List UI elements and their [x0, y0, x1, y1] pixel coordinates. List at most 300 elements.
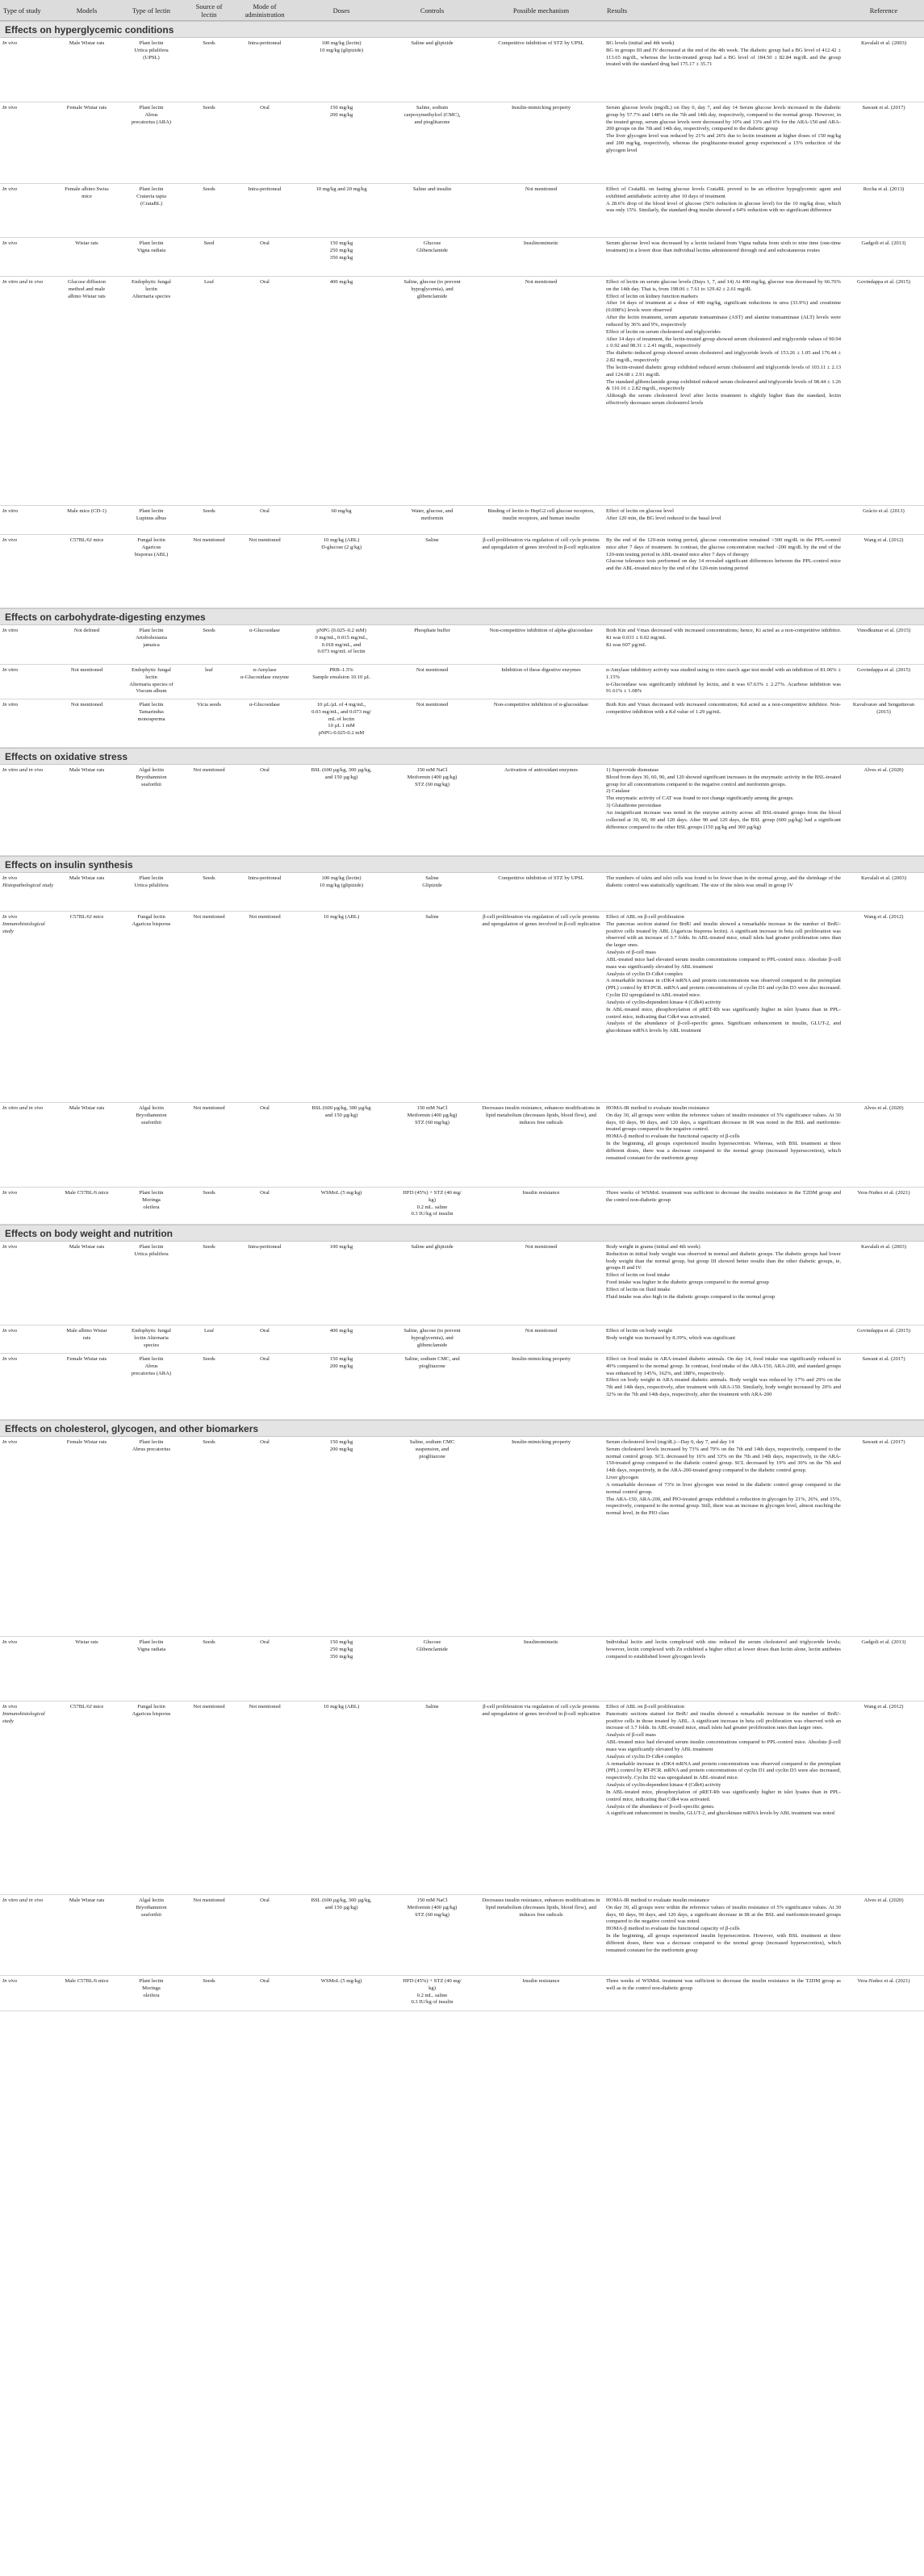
results-cell: [604, 277, 843, 505]
controls-cell: 150 mM NaCl Metformin (400 µg/kg) STZ (60 mg/kg): [407, 767, 458, 787]
study-type-cell: In vivo: [2, 1978, 18, 1984]
controls-cell: Water, glucose, and metformin: [411, 508, 454, 521]
result-paragraph: Effect of lectin on serum cholesterol and triglycerides: [606, 328, 721, 335]
models-cell: Female Wistar rats: [66, 1439, 107, 1445]
models-cell: C57BL/6J mice: [69, 914, 104, 920]
models-cell: C57BL/6J mice: [69, 1704, 104, 1710]
lectin-type-cell: Plant lectin Abrus precatorius (ARA): [131, 105, 172, 125]
lectin-source-cell: Seeds: [203, 186, 215, 192]
models-cell: Male albino Wistar rats: [66, 1328, 107, 1341]
result-paragraph: Effect of CrataBL on fasting glucose levels CrataBL proved to be an effective hypoglycemic agent and exhibited antidiabetic activity after 10 days of treatment: [606, 186, 841, 199]
result-paragraph: Analysis of cyclin D-Cdk4 complex: [606, 1753, 684, 1760]
models-cell: Wistar rats: [75, 1639, 98, 1645]
doses-cell: 150 mg/kg 200 mg/kg: [329, 105, 353, 118]
lectin-source-cell: Not mentioned: [193, 767, 225, 773]
results-cell: [604, 184, 843, 237]
section-heading: Effects on cholesterol, glycogen, and other biomarkers: [0, 1420, 924, 1437]
reference-cell: Govindappa et al. (2015): [857, 279, 910, 285]
result-paragraph: In ABL-treated mice, phosphorylation of pRET-Rb was significantly higher in islet lysates than in PPL-control mice, indicating that Cdk4 was activated.: [606, 1006, 841, 1020]
study-type-cell: In vivo: [2, 40, 18, 46]
lectin-type-cell: Fungal lectin Agaricus bisporus (ABL): [134, 537, 169, 557]
results-cell: [604, 1326, 843, 1353]
controls-cell: HFD (45%) + STZ (40 mg/ kg) 0.2 mL. saline 0.3 IU/kg of insulin: [403, 1978, 462, 2006]
table-row: [0, 1103, 924, 1188]
mechanism-cell: Insulinomimetic: [523, 240, 559, 246]
lectin-type-cell: Fungal lectin Agaricus bisporus: [132, 914, 171, 927]
result-paragraph: α-Amylase inhibitory activity was studied using in vitro starch agar test model with an inhibition of 81.06% ± 1.15%: [606, 667, 841, 680]
lectin-source-cell: Seeds: [203, 40, 215, 46]
result-paragraph: 2) Catalase: [606, 788, 630, 795]
result-paragraph: Body weight in grams (initial and 4th week): [606, 1244, 700, 1250]
study-type-cell: In vivo: [2, 1439, 18, 1445]
controls-cell: Saline: [425, 914, 439, 920]
result-paragraph: Both Km and Vmax decreased with increased concentrations; hence, Ki acted as a non-competitive inhibitor. Ki was 0.031 ± 0.02 mg/mL: [606, 628, 841, 641]
study-type-cell: In vitro: [2, 508, 19, 514]
mechanism-cell: β-cell proliferation via regulation of cell cycle proteins and upregulation of genes involved in β-cell replication: [482, 914, 600, 927]
result-paragraph: The liver glycogen level was reduced by 21% and 26% due to lectin treatment at higher doses of 150 mg/kg and 200 mg/kg, respectively, whereas the pioglitazone-treated group experienced a 15% reduction of the glycogen level: [606, 133, 841, 153]
table-row: [0, 1242, 924, 1326]
mechanism-cell: Competitive inhibition of STZ by UPSL: [498, 875, 584, 881]
result-paragraph: Effect of lectin on body weight: [606, 1328, 673, 1334]
administration-cell: Oral: [260, 1328, 270, 1334]
doses-cell: 10 mg/kg (ABL): [323, 914, 360, 920]
section-heading: Effects on carbohydrate-digesting enzymes: [0, 608, 924, 625]
reference-cell: Sawant et al. (2017): [862, 1439, 905, 1445]
study-type-cell: In vitro: [2, 628, 19, 633]
models-cell: Male C57BL/6 mice: [65, 1190, 109, 1196]
doses-cell: 10 µL/µL of 4 mg/mL, 0.03 mg/mL, and 0.073 mg/ mL of lectin 10 µL 1 mM pNPG-0.025-0.2 mM: [311, 702, 371, 737]
result-paragraph: On day 30, all groups were within the reference values of insulin resistance of 5% significance values. At 30 days, 60 days, 90 days, and 120 days, a significant decrease in IR at the BSL and metformin-treated groups compared to the negative control was noted.: [606, 1904, 841, 1925]
lectin-source-cell: Seeds: [203, 875, 215, 881]
study-type-cell: In vitro and in vivo: [2, 1898, 44, 1903]
section-heading: Effects on oxidative stress: [0, 748, 924, 765]
result-paragraph: Fluid intake was also high in the diabetic groups compared to the normal group: [606, 1293, 776, 1300]
lectin-type-cell: Plant lectin Abrus precatorius (ARA): [131, 1356, 172, 1376]
result-paragraph: Analysis of the abundance of β-cell-specific genes.: [606, 1803, 715, 1810]
controls-cell: Saline, sodium CMC, and pioglitazone: [404, 1356, 460, 1369]
table-row: [0, 184, 924, 238]
table-row: [0, 277, 924, 506]
result-paragraph: Three weeks of WSMoL treatment was sufficient to decrease the insulin resistance in the T2DM group as well as in the control non-diabetic group: [606, 1978, 841, 1991]
study-type-cell: In vivo: [2, 105, 18, 111]
reference-cell: Alves et al. (2020): [863, 1105, 904, 1111]
reference-cell: Kavalali et al. (2003): [860, 1244, 907, 1250]
study-type-cell: In vivo: [2, 1244, 18, 1250]
lectin-source-cell: Seeds: [203, 105, 215, 111]
reference-cell: Grácio et al. (2013): [863, 508, 905, 514]
result-paragraph: In the beginning, all groups experienced insulin hypersecretion. Whereas, with BSL treatment at three different doses, there was a decrease compared to the normal group (increased hypersecretion), which remained constant for the metformin group: [606, 1141, 841, 1161]
models-cell: Not mentioned: [70, 667, 103, 673]
study-type-cell: In vivo Histopathological study: [2, 875, 54, 888]
result-paragraph: Liver glycogen: [606, 1475, 639, 1481]
lectin-type-cell: Endophytic fungal lectin Alternaria species of Viscum album: [129, 667, 174, 695]
lectin-type-cell: Plant lectin Moringa oleifera: [139, 1978, 164, 1998]
column-header: Doses: [332, 6, 350, 15]
table-row: [0, 238, 924, 277]
controls-cell: Saline and insulin: [412, 186, 452, 192]
reference-cell: Sawant et al. (2017): [862, 1356, 905, 1362]
results-cell: [604, 1103, 843, 1187]
result-paragraph: A significant enhancement in insulin, GLUT-2, and glucokinase mRNA levels by ABL treatment was noted: [606, 1810, 834, 1817]
table-row: [0, 765, 924, 856]
column-header: Controls: [420, 6, 445, 15]
lectin-type-cell: Endophytic fungal lectin Alternaria species: [132, 1328, 171, 1348]
doses-cell: 150 mg/kg 250 mg/kg 350 mg/kg: [329, 240, 353, 261]
result-paragraph: The standard glibenclamide group exhibited reduced serum cholesterol and triglyceride levels of 98.44 ± 1.26 & 110.16 ± 2.82 mg/dL, respectively: [606, 378, 841, 392]
lectin-type-cell: Plant lectin Urtica pilulifera: [134, 1244, 169, 1257]
models-cell: C57BL/6J mice: [69, 537, 104, 543]
lectin-source-cell: leaf: [205, 667, 213, 673]
result-paragraph: Ki was 607 µg/mL: [606, 641, 646, 648]
lectin-type-cell: Algal lectin Bryothamnion seaforthii: [136, 1105, 167, 1125]
result-paragraph: Blood from days 30, 60, 90, and 120 showed significant increases in the enzymatic activity in the BSL-treated group for all concentrations compared to the negative control and metformin groups.: [606, 774, 841, 787]
reference-cell: Rocha et al. (2013): [863, 186, 905, 192]
lectin-source-cell: Seeds: [203, 1978, 215, 1984]
study-type-cell: In vivo: [2, 1639, 18, 1645]
result-paragraph: Food intake was higher in the diabetic groups compared to the normal group: [606, 1280, 769, 1286]
result-paragraph: After the lectin treatment, serum aspartate transaminase (AST) and alanine transaminase (ALT) levels were reduced by 36% and 9%, respectively: [606, 315, 841, 328]
models-cell: Male Wistar rats: [69, 1244, 105, 1250]
administration-cell: Oral: [260, 1439, 270, 1445]
results-cell: [604, 238, 843, 276]
mechanism-cell: Activation of antioxidant enzymes: [504, 767, 578, 773]
models-cell: Not mentioned: [70, 702, 103, 708]
column-header: Type of study: [3, 6, 41, 15]
results-cell: [604, 765, 843, 855]
lectin-source-cell: Not mentioned: [193, 914, 225, 920]
study-type-cell: In vivo: [2, 1190, 18, 1196]
study-type-cell: In vitro and in vivo: [2, 767, 44, 773]
result-paragraph: By the end of the 120-min testing period, glucose concentration remained >300 mg/dL in the PPL-control mice after 7 days of treatment. In contrast, the glucose concentration reached ~200 mg/dL by the end of the 120-min testing period in ABL-treated mice after 7 days of therapy: [606, 537, 841, 557]
models-cell: Male Wistar rats: [69, 1898, 105, 1903]
result-paragraph: Analysis of cyclin D-Cdk4 complex: [606, 971, 684, 977]
models-cell: Male C57BL/6 mice: [65, 1978, 109, 1984]
mechanism-cell: Binding of lectin to HepG2 cell glucose receptors, insulin receptors, and human insulin: [487, 508, 595, 521]
results-cell: [604, 1242, 843, 1325]
study-type-cell: In vivo: [2, 537, 18, 543]
doses-cell: BSL (600 µg/kg, 300 µg/kg and 150 µg/kg): [311, 1105, 371, 1118]
reference-cell: Gadgoli et al. (2013): [861, 240, 906, 246]
section-heading: Effects on body weight and nutrition: [0, 1225, 924, 1242]
result-paragraph: HOMA-IR method to evaluate insulin resistance: [606, 1898, 709, 1903]
controls-cell: 150 mM NaCl Metformin (400 µg/kg) STZ (60 mg/kg): [407, 1898, 458, 1918]
study-type-cell: In vivo: [2, 186, 18, 192]
result-paragraph: Serum glucose level was decreased by a lectin isolated from Vigna radiata from sixth to nine time (one-time treatment) in a lower dose than individual lectins administered through oral and subcutaneous routes: [606, 240, 841, 253]
result-paragraph: Effect of lectin on glucose level: [606, 508, 674, 514]
mechanism-cell: Non-competitive inhibition of α-glucosidase: [493, 702, 589, 708]
study-type-cell: In vitro and in vivo: [2, 1105, 44, 1111]
mechanism-cell: Inhibition of these digestive enzymes: [501, 667, 581, 673]
controls-cell: Saline: [425, 537, 439, 543]
lectin-type-cell: Plant lectin Urtica pilulifera: [134, 875, 169, 888]
controls-cell: Saline and glipizide: [411, 40, 454, 46]
results-cell: [604, 535, 843, 607]
lectin-type-cell: Endophytic fungal lectin Alternaria species: [132, 279, 171, 299]
results-cell: [604, 1637, 843, 1701]
result-paragraph: α-Glucosidase was significantly inhibited by lectin, and it was 67.63% ± 2.27%. Acarbose inhibition was 91.61% ± 1.08%: [606, 681, 841, 695]
results-cell: [604, 1976, 843, 2010]
result-paragraph: After 120 min, the BG level reduced to the basal level: [606, 515, 721, 521]
lectin-source-cell: Vicia seeds: [197, 702, 221, 708]
doses-cell: 100 mg/kg (lectin) 10 mg/kg (glipizide): [319, 875, 364, 888]
lectin-type-cell: Plant lectin Lupinus albus: [136, 508, 167, 521]
administration-cell: Oral: [260, 1978, 270, 1984]
study-type-cell: In vivo: [2, 1328, 18, 1334]
lectin-type-cell: Plant lectin Vigna radiata: [136, 1639, 166, 1652]
doses-cell: 150 mg/kg 200 mg/kg: [329, 1356, 353, 1369]
result-paragraph: Individual lectin and lectin complexed with zinc reduced the serum cholesterol and triglyceride levels; however, lectin complexed with Zn exhibited a higher effect at lower doses than lectin alone, lectin antibetes compared to established lower glycogen levels: [606, 1639, 841, 1660]
result-paragraph: An insignificant increase was noted in the enzyme activity across all BSL-treated groups from the blood collected at 30, 60, 90 and 120 days. After 90 and 120 days, the BSL group (600 µg/kg) had a significant difference compared to the other BSL groups (150 µg/kg and 300 µg/kg): [606, 809, 841, 830]
doses-cell: 400 mg/kg: [329, 279, 353, 285]
mechanism-cell: Not mentioned: [525, 279, 558, 285]
reference-cell: Wang et al. (2012): [863, 1704, 904, 1710]
section-heading: Effects on insulin synthesis: [0, 856, 924, 873]
administration-cell: Oral: [260, 240, 270, 246]
result-paragraph: Body weight was increased by 8.39%, which was significant: [606, 1334, 736, 1341]
results-cell: [604, 1701, 843, 1894]
result-paragraph: Effect of lectin on kidney function markers: [606, 293, 698, 299]
lectin-source-cell: Seeds: [203, 1244, 215, 1250]
lectin-source-cell: Seeds: [203, 1439, 215, 1445]
lectin-source-cell: Seeds: [203, 1190, 215, 1196]
mechanism-cell: Insulin-mimicking property: [511, 105, 571, 111]
result-paragraph: HOMA-IR method to evaluate insulin resistance: [606, 1105, 709, 1111]
doses-cell: 10 mg/kg (ABL) D-glucose (2 g/kg): [321, 537, 362, 550]
lectin-source-cell: Seed: [203, 240, 215, 246]
administration-cell: Oral: [260, 767, 270, 773]
result-paragraph: The numbers of islets and islet cells was found to be fewer than in the normal group, and the shrinkage of the diabetic control was statistically significant. The size of the islets was small in group IV: [606, 875, 841, 888]
table-row: [0, 873, 924, 912]
lectin-type-cell: Plant lectin Urtica pilulifera (UPSL): [134, 40, 169, 61]
result-paragraph: A 28.6% drop of the blood level of glucose (56% reduction in glucose level) for the 10 mg/kg dose, which was only 15%. Similarly, the standard drug insulin showed a 64% reduction with no significant difference: [606, 200, 841, 214]
doses-cell: WSMoL (5 mg/kg): [320, 1978, 362, 1984]
controls-cell: Glucose Glibenclamide: [416, 1639, 448, 1652]
column-header: Type of lectin: [132, 6, 171, 15]
reference-cell: Kavalali et al. (2003): [860, 875, 907, 881]
result-paragraph: HOMA-β method to evaluate the functional capacity of β-cells: [606, 1926, 740, 1932]
doses-cell: pNPG (0.025–0.2 mM) 0 mg/mL, 0.015 mg/mL, 0.018 mg/mL, and 0.073 mg/mL of lectin: [315, 628, 368, 655]
mechanism-cell: Insulin-mimicking property: [511, 1356, 571, 1362]
results-cell: [604, 873, 843, 911]
table-row: [0, 102, 924, 184]
mechanism-cell: Insulin resistance: [522, 1978, 560, 1984]
mechanism-cell: β-cell proliferation via regulation of cell cycle proteins and upregulation of genes involved in β-cell replication: [482, 537, 600, 550]
controls-cell: Saline, sodium carpoxymethylcel (CMC), and pioglitazone: [403, 105, 461, 125]
study-type-cell: In vitro and in vivo: [2, 279, 44, 285]
result-paragraph: A remarkable increase in cDK4 mRNA and protein concentrations was observed compared to the preimplant (PPL) control by RT-PCR. mRNA and protein concentrations of cyclin D1 and cyclin D3 were also increased. Cyclin D2 upregulated in ABL-treated mice.: [606, 978, 841, 999]
results-cell: [604, 625, 843, 664]
administration-cell: Oral: [260, 1639, 270, 1645]
reference-cell: Sawant et al. (2017): [862, 105, 905, 111]
result-paragraph: Although the serum cholesterol level after lectin treatment is slightly higher than the standard, lectin effectively decreases serum cholesterol levels: [606, 393, 841, 407]
results-cell: [604, 1895, 843, 1975]
doses-cell: 10 mg/kg and 20 mg/kg: [316, 186, 367, 192]
result-paragraph: The pancreas section stained for BrdU and insulin showed a remarkable increase in the number of BrdU-positive cells treated by ABL (Agaricus bisporus lectin). A significant increase in beta cell proliferation was observed with an increase of 3.7 folds. In ABL-treated mice, small islets had greater proliferation rates than the larger ones.: [606, 921, 841, 949]
administration-cell: α-Amylase α-Glucosidase enzyme: [240, 667, 290, 680]
lectin-source-cell: Leaf: [203, 279, 215, 285]
result-paragraph: In the beginning, all groups experienced insulin hypersecretion. However, with BSL treatment at three different doses, there was a decrease compared to the normal group (increased hypersecretion), which remained constant for the metformin group: [606, 1933, 841, 1953]
models-cell: Male Wistar rats: [69, 1105, 105, 1111]
models-cell: Glucose diffusion method and male albino Wistar rats: [68, 279, 106, 299]
study-type-cell: In vivo Immunohistological study: [2, 1704, 45, 1724]
doses-cell: WSMoL (5 mg/kg): [320, 1190, 362, 1196]
result-paragraph: Analysis of the abundance of β-cell-specific genes. Significant enhancement in insulin, GLUT-2, and glucokinase mRNA levels by ABL treatment: [606, 1021, 841, 1034]
result-paragraph: Effect of ABL on β-cell proliferation: [606, 914, 684, 920]
controls-cell: 150 mM NaCl Metformin (400 µg/kg) STZ (60 mg/kg): [407, 1105, 458, 1125]
administration-cell: Oral: [260, 279, 270, 285]
administration-cell: α-Glucosidase: [249, 702, 280, 708]
lectin-type-cell: Plant lectin Cratavia tapia (CrataBL): [136, 186, 166, 207]
mechanism-cell: Decreases insulin resistance, enhances modifications in lipid metabolism (decreases lipids, blood flow), and induces free radicals: [482, 1898, 600, 1918]
reference-cell: Vera-Nuñez et al. (2021): [857, 1190, 910, 1196]
column-header: Mode of administration: [245, 2, 285, 19]
result-paragraph: Serum cholesterol level (mg/dL)—Day 0, day 7, and day 14: [606, 1439, 734, 1445]
table-header-row: [0, 0, 924, 21]
results-cell: [604, 1437, 843, 1636]
results-cell: [604, 912, 843, 1102]
result-paragraph: Serum cholesterol levels increased by 73% and 79% on the 7th and 14th days, respectively, compared to the normal control group. SCL decreased by 16% and 33% on the 7th and 14th days, respectively, in the ARA-150-treated group compared to the diabetic control group. SCL decreased by 19% and 30% on the 7th and 14th days, respectively, in the ARA-200-treated group compared to the diabetic control group.: [606, 1446, 841, 1474]
doses-cell: BSL (600 µg/kg, 300 µg/kg, and 150 µg/kg): [311, 1898, 372, 1910]
administration-cell: Not mentioned: [249, 914, 281, 920]
reference-cell: Wang et al. (2012): [863, 537, 904, 543]
result-paragraph: A remarkable increase in cDK4 mRNA and protein concentrations was observed compared to the preimplant (PPL) control by RT-PCR. mRNA and protein concentrations of cyclin D1 and cyclin D3 were also increased, respectively. Cyclin D2 was upregulated in ABL-treated mice.: [606, 1760, 841, 1781]
table-row: [0, 1326, 924, 1354]
doses-cell: 150 mg/kg 250 mg/kg 350 mg/kg: [329, 1639, 353, 1660]
table-row: [0, 535, 924, 608]
administration-cell: Intra-peritoneal: [248, 40, 282, 46]
result-paragraph: BG in groups III and IV decreased at the end of the 4th week. The diabetic group had a BG level of 412.42 ± 113.65 mg/dL, whereas the lectin-treated group had a BG level of 184.50 ± 82.84 mg/dL and the group treated with the standard drug had 175.17 ± 35.71: [606, 47, 841, 68]
doses-cell: BSL (600 µg/kg, 300 µg/kg, and 150 µg/kg): [311, 767, 372, 780]
controls-cell: Not mentioned: [416, 702, 449, 708]
doses-cell: PRB–1.5% Sample emulsion 10.10 µL: [312, 667, 370, 680]
lectin-source-cell: Not mentioned: [193, 1704, 225, 1710]
result-paragraph: ABL-treated mice had elevated serum insulin concentrations compared to PPL-control mice. Absolute β-cell mass was significantly elevated by ABL treatment: [606, 1739, 841, 1752]
mechanism-cell: Insulin-mimicking property: [511, 1439, 571, 1445]
result-paragraph: Analysis of cyclin-dependent kinase 4 (Cdk4) activity: [606, 999, 721, 1005]
result-paragraph: Effect of lectin on food intake: [606, 1272, 671, 1279]
result-paragraph: Three weeks of WSMoL treatment was sufficient to decrease the insulin resistance in the T2DM group and the control non-diabetic group: [606, 1190, 841, 1203]
lectin-type-cell: Plant lectin Artobolesiania jamaica: [136, 628, 167, 648]
result-paragraph: 1) Superoxide dismutase: [606, 767, 659, 773]
table-row: [0, 665, 924, 699]
reference-cell: Govindappa et al. (2015): [857, 667, 910, 673]
result-paragraph: Effect on body weight in ARA-treated diabetic animals. Body weight was reduced by 17% and 29% on the 7th and 14th days, respectively, after treatment with ARA-150. Similarly, body weight increased by 20% and 32% on the 7th and 14th days, respectively, after the treatment with ARA-200: [606, 1377, 841, 1398]
result-paragraph: The diabetic-induced group showed serum cholesterol and triglyceride levels of 153.26 ± 1.05 and 176.44 ± 2.82 mg/dL, respectively: [606, 350, 841, 364]
administration-cell: Intra-peritoneal: [248, 1244, 282, 1250]
models-cell: Male Wistar rats: [69, 40, 105, 46]
result-paragraph: A remarkable decrease of 73% in liver glycogen was noted in the diabetic control group compared to the normal control group.: [606, 1481, 841, 1495]
models-cell: Wistar rats: [75, 240, 98, 246]
doses-cell: 150 mg/kg 200 mg/kg: [329, 1439, 353, 1452]
reference-cell: Wang et al. (2012): [863, 914, 904, 920]
controls-cell: HFD (45%) + STZ (40 mg/ kg) 0.2 mL. saline 0.3 IU/kg of insulin: [403, 1190, 462, 1217]
result-paragraph: 3) Glutathione peroxidase: [606, 803, 662, 809]
lectin-source-cell: Seeds: [203, 1639, 215, 1645]
doses-cell: 100 mg/kg (lectin) 10 mg/kg (glipizide): [319, 40, 364, 53]
mechanism-cell: Competitive inhibition of STZ by UPSL: [498, 40, 584, 46]
table-row: [0, 1895, 924, 1976]
result-paragraph: Glucose tolerance tests performed on day 14 revealed significant differences between the PPL-control mice and the ABL-treated mice by the end of the 120-min testing period: [606, 558, 841, 572]
controls-cell: Phosphate buffer: [414, 628, 450, 633]
lectin-type-cell: Algal lectin Bryothamnion seaforthii: [136, 1898, 167, 1918]
doses-cell: 100 mg/kg: [329, 1244, 353, 1250]
column-header: Possible mechanism: [512, 6, 570, 15]
result-paragraph: Effect on food intake in ARA-treated diabetic animals. On day 14, food intake was significantly reduced to 49% compared to the normal group. In contrast, food intake of the ARA-150, ARA-200, and standard groups was enhanced by 145%, 162%, and 188%, respectively.: [606, 1356, 841, 1376]
controls-cell: Saline, glucose (to prevent hypoglycemia), and glibenclamide: [403, 1328, 461, 1348]
administration-cell: Oral: [260, 1190, 270, 1196]
reference-cell: Kavalvarav and Senguttuvan (2015): [852, 702, 915, 715]
reference-cell: Vera-Nuñez et al. (2021): [857, 1978, 910, 1984]
models-cell: Female albino Swiss mice: [65, 186, 109, 199]
result-paragraph: Effect of lectin on fluid intake: [606, 1286, 671, 1292]
results-cell: [604, 1188, 843, 1224]
lectin-source-cell: Leaf: [203, 1328, 215, 1334]
reference-cell: Alves et al. (2020): [863, 767, 904, 773]
controls-cell: Glucose Glibenclamide: [416, 240, 448, 253]
mechanism-cell: Not mentioned: [525, 1244, 558, 1250]
models-cell: Female Wistar rats: [66, 1356, 107, 1362]
results-cell: [604, 1354, 843, 1419]
administration-cell: Intra-peritoneal: [248, 186, 282, 192]
controls-cell: Saline Glipizide: [422, 875, 442, 888]
reference-cell: Kavalali et al. (2003): [860, 40, 907, 46]
results-cell: [604, 38, 843, 102]
table-row: [0, 506, 924, 535]
mechanism-cell: Decreases insulin resistance, enhances modifications in lipid metabolism (decreases lipids, blood flow), and induces free radicals: [482, 1105, 600, 1125]
table-row: [0, 1437, 924, 1637]
reference-cell: Govindappa et al. (2015): [857, 1328, 910, 1334]
study-type-cell: In vivo Immunohistological study: [2, 914, 45, 934]
table-row: [0, 1637, 924, 1701]
result-paragraph: The ARA-150, ARA-200, and PIO-treated groups exhibited a reduction in glycogen by 21%, 26%, and 15%, respectively, compared to the normal group. Still, there was an increase in glycogen level, almost reaching the normal level, in the PIO class: [606, 1496, 841, 1517]
table-row: [0, 1188, 924, 1225]
lectin-source-cell: Seeds: [203, 1356, 215, 1362]
administration-cell: Oral: [260, 508, 270, 514]
result-paragraph: ABL-treated mice had elevated serum insulin concentrations compared to PPL-control mice. Absolute β-cell mass was significantly elevated by ABL treatment: [606, 956, 841, 970]
study-type-cell: In vivo: [2, 1356, 18, 1362]
result-paragraph: After 14 days of treatment at a dose of 400 mg/kg, significant reductions in urea (33.9%) and creatinine (0.008%) levels were observed: [606, 300, 841, 314]
study-type-cell: In vivo: [2, 240, 18, 246]
models-cell: Male Wistar rats: [69, 875, 105, 881]
administration-cell: Oral: [260, 1356, 270, 1362]
mechanism-cell: Not mentioned: [525, 186, 558, 192]
study-type-cell: In vitro: [2, 702, 19, 708]
result-paragraph: On day 30, all groups were within the reference values of insulin resistance of 5% significance values. At 30 days, 60 days, 90 days, and 120 days, a significant decrease in IR was noted in the BSL and metformin-treated groups compared to the negative control.: [606, 1112, 841, 1133]
models-cell: Not defined: [73, 628, 100, 633]
section-heading: Effects on hyperglycemic conditions: [0, 21, 924, 38]
mechanism-cell: β-cell proliferation via regulation of cell cycle proteins and upregulation of genes involved in β-cell replication: [482, 1704, 600, 1717]
result-paragraph: The enzymatic activity of CAT was found to not change significantly among the groups.: [606, 795, 794, 802]
lectin-type-cell: Plant lectin Moringa oleifera: [139, 1190, 164, 1210]
mechanism-cell: Insulinomimetic: [523, 1639, 559, 1645]
mechanism-cell: Insulin resistance: [522, 1190, 560, 1196]
administration-cell: Oral: [260, 1898, 270, 1903]
controls-cell: Saline, sodium CMC suspension, and pioglitazone: [409, 1439, 455, 1459]
result-paragraph: The lectin-treated diabetic group exhibited reduced serum cholesterol and triglyceride levels of 103.11 ± 2.13 and 124.68 ± 2.91 mg/dL: [606, 364, 841, 378]
doses-cell: 400 mg/kg: [329, 1328, 353, 1334]
models-cell: Male mice (CD-1): [67, 508, 107, 514]
table-row: [0, 1701, 924, 1895]
administration-cell: Not mentioned: [249, 1704, 281, 1710]
controls-cell: Saline and glipizide: [411, 1244, 454, 1250]
table-row: [0, 912, 924, 1103]
mechanism-cell: Not mentioned: [525, 1328, 558, 1334]
result-paragraph: Effect of ABL on β-cell proliferation: [606, 1704, 684, 1710]
lectin-type-cell: Plant lectin Tamarindus monosperma: [137, 702, 165, 722]
column-header: Results: [607, 6, 628, 15]
lectin-type-cell: Algal lectin Bryothamnion seaforthii: [136, 767, 167, 787]
administration-cell: Oral: [260, 105, 270, 111]
